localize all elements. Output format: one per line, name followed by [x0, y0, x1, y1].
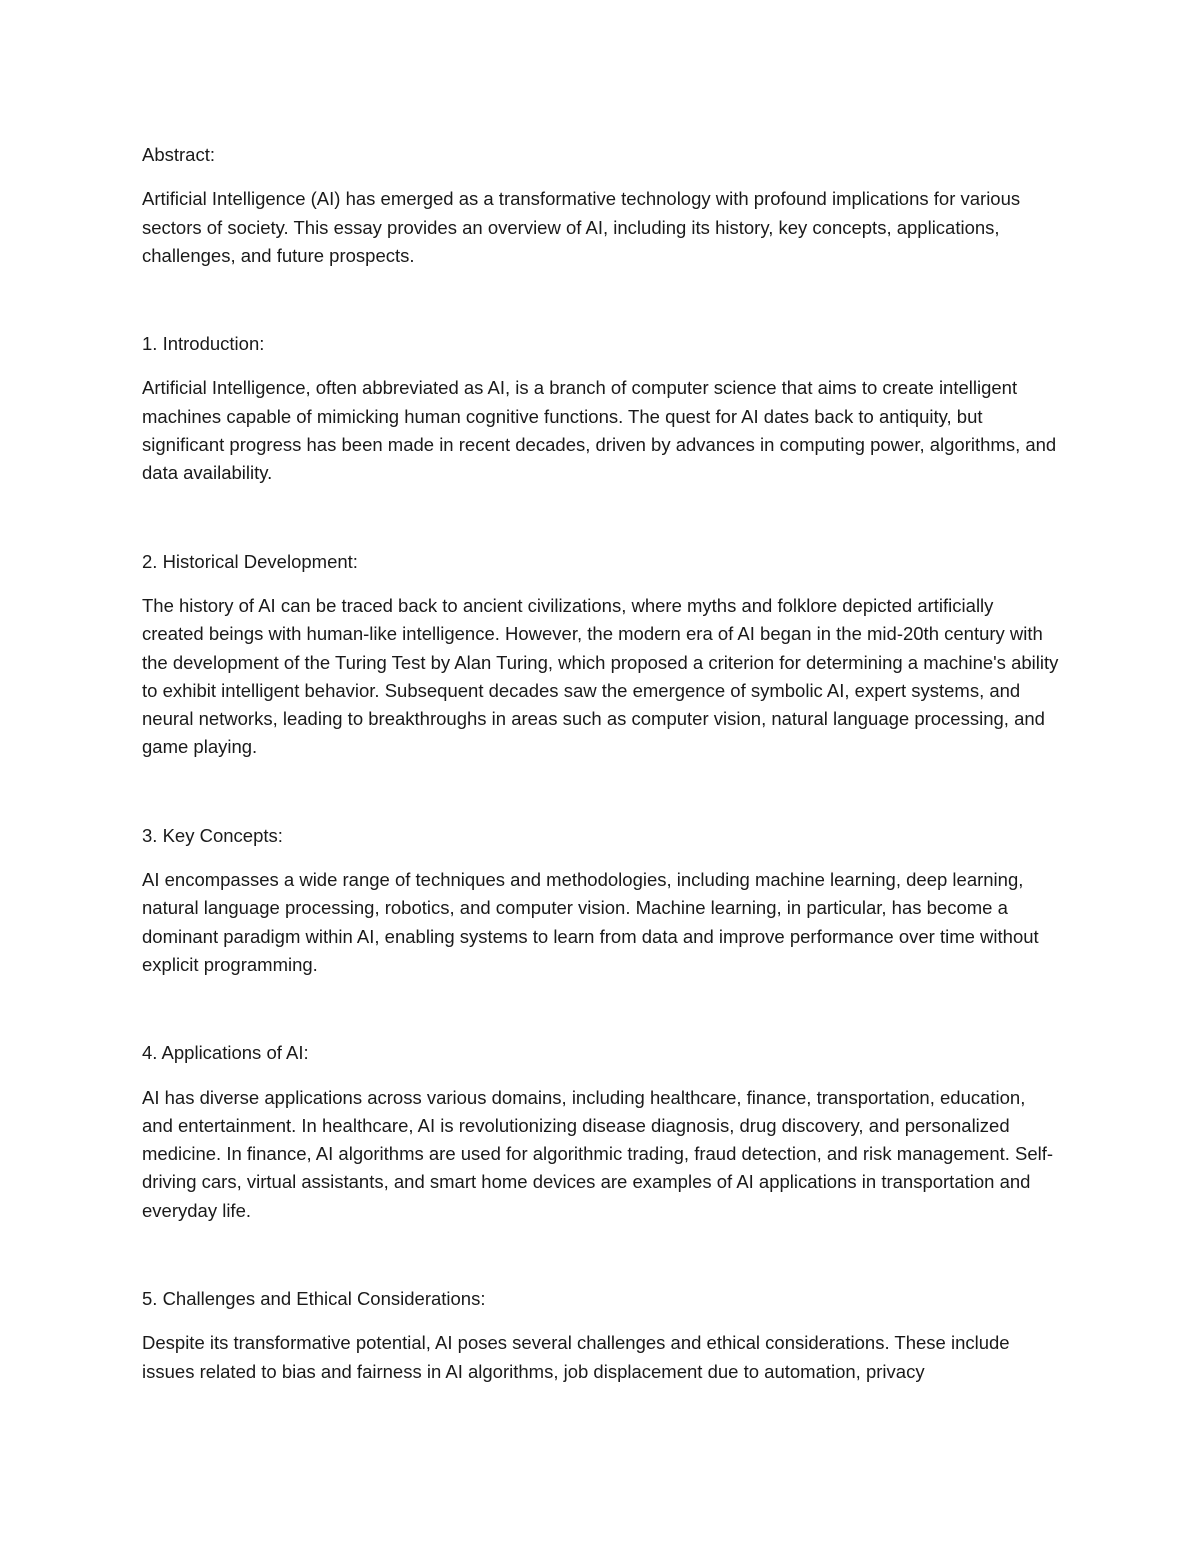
key-concepts-heading: 3. Key Concepts:: [142, 824, 283, 846]
key-concepts-paragraph: AI encompasses a wide range of techniques and methodologies, including machine learning, deep learning, natural language processing, robotics, and computer vision. Machine learning, in particular, has become a dominant paradigm within AI, enabling systems to learn from data and improve performance over time without explicit programming.: [142, 869, 1039, 975]
introduction-paragraph: Artificial Intelligence, often abbreviated as AI, is a branch of computer science that aims to create intelligent machines capable of mimicking human cognitive functions. The quest for AI dates back to antiquity, but significant progress has been made in recent decades, driven by advances in computing power, algorithms, and data availability.: [142, 377, 1057, 484]
abstract-paragraph: Artificial Intelligence (AI) has emerged as a transformative technology with profound implications for various sectors of society. This essay provides an overview of AI, including its history, key concepts, applications, challenges, and future prospects.: [142, 188, 1021, 266]
applications-paragraph: AI has diverse applications across various domains, including healthcare, finance, transportation, education, and entertainment. In healthcare, AI is revolutionizing disease diagnosis, drug discovery, and personalized medicine. In finance, AI algorithms are used for algorithmic trading, fraud detection, and risk management. Self-driving cars, virtual assistants, and smart home devices are examples of AI applications in transportation and everyday life.: [142, 1086, 1054, 1221]
historical-development-paragraph: The history of AI can be traced back to ancient civilizations, where myths and folklore depicted artificially created beings with human-like intelligence. However, the modern era of AI began in the mid-20th century with the development of the Turing Test by Alan Turing, which proposed a criterion for determining a machine's ability to exhibit intelligent behavior. Subsequent decades saw the emergence of symbolic AI, expert systems, and neural networks, leading to breakthroughs in areas such as computer vision, natural language processing, and game playing.: [142, 594, 1059, 758]
challenges-paragraph: Despite its transformative potential, AI poses several challenges and ethical considerations. These include issues related to bias and fairness in AI algorithms, job displacement due to automation, privacy: [142, 1332, 1010, 1382]
document-body: [142, 141, 1060, 1386]
abstract-heading: Abstract:: [142, 144, 215, 165]
introduction-heading: 1. Introduction:: [142, 333, 265, 355]
historical-development-heading: 2. Historical Development:: [142, 550, 358, 572]
applications-heading: 4. Applications of AI:: [142, 1042, 309, 1064]
challenges-heading: 5. Challenges and Ethical Considerations:: [142, 1288, 486, 1310]
